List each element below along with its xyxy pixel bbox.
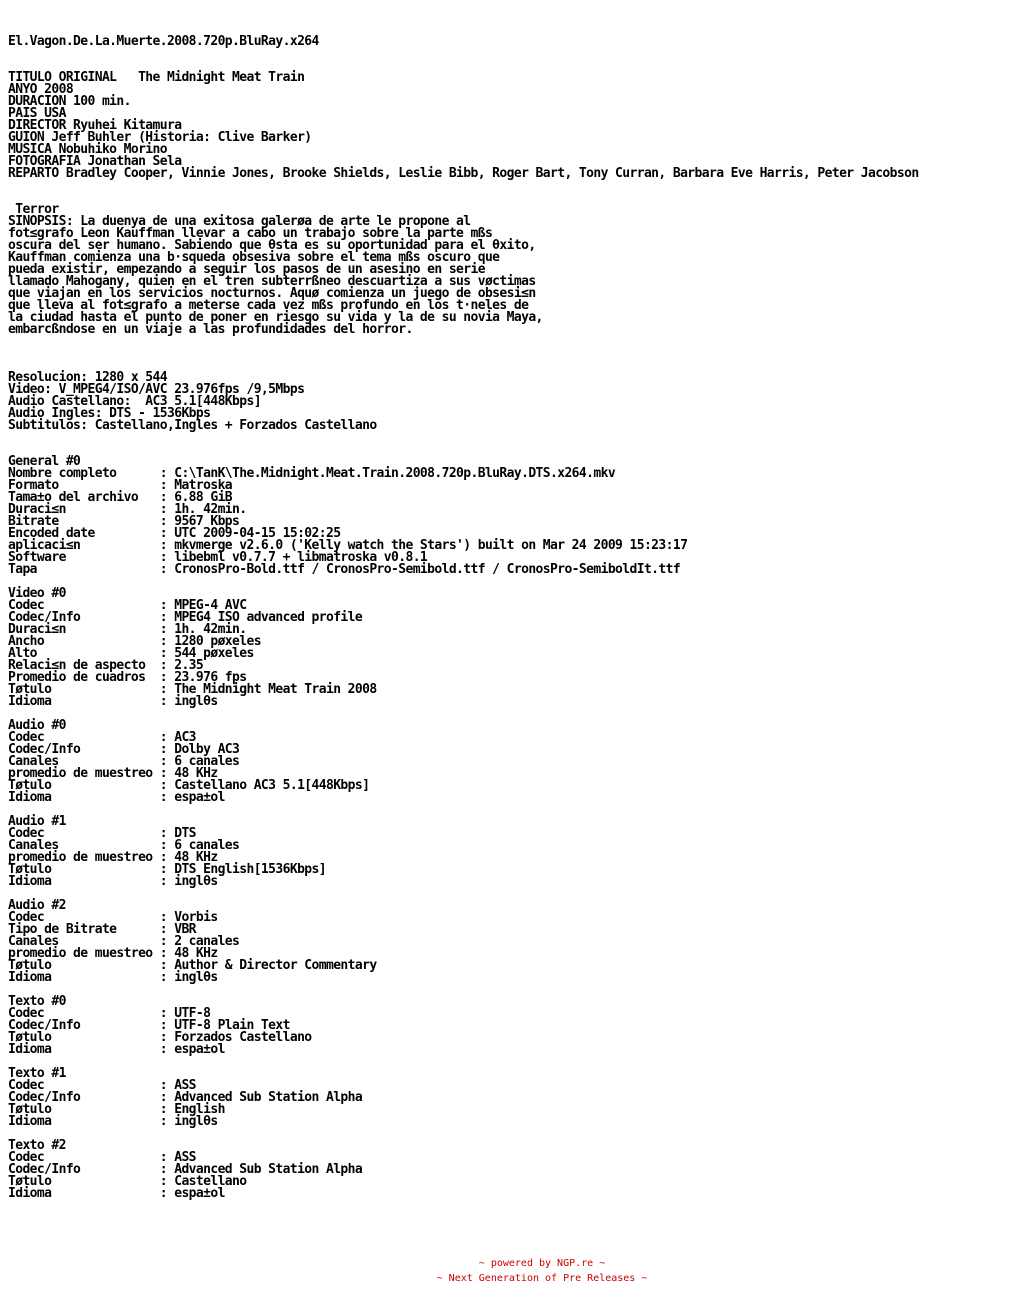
nfo-line: Texto #2 xyxy=(8,1138,66,1153)
nfo-line: MUSICA Nobuhiko Morino xyxy=(8,142,167,157)
nfo-line: Resolucion: 1280 x 544 xyxy=(8,370,167,385)
nfo-line: Audio Castellano: AC3 5.1[448Kbps] xyxy=(8,394,261,409)
nfo-line: Bitrate : 9567 Kbps xyxy=(8,514,240,529)
nfo-line: Alto : 544 pøxeles xyxy=(8,646,254,661)
nfo-line: Codec/Info : Advanced Sub Station Alpha xyxy=(8,1162,363,1177)
nfo-line: General #0 xyxy=(8,454,81,469)
nfo-line: SINOPSIS: La duenya de una exitosa galerøa de arte le propone al xyxy=(8,214,471,229)
nfo-line: Subtitulos: Castellano,Ingles + Forzados Castellano xyxy=(8,418,377,433)
nfo-line: Codec/Info : Dolby AC3 xyxy=(8,742,240,757)
nfo-line xyxy=(8,576,919,588)
nfo-line: Texto #1 xyxy=(8,1066,66,1081)
nfo-line: Codec : AC3 xyxy=(8,730,196,745)
nfo-line: Codec/Info : MPEG4 ISO advanced profile xyxy=(8,610,363,625)
nfo-line: PAIS USA xyxy=(8,106,66,121)
nfo-line xyxy=(8,180,919,192)
nfo-line: Tøtulo : Castellano AC3 5.1[448Kbps] xyxy=(8,778,370,793)
footer xyxy=(0,1256,1024,1286)
nfo-line: que lleva al fot≤grafo a meterse cada vez mßs profundo en los t·neles de xyxy=(8,298,529,313)
nfo-line: Tama±o del archivo : 6.88 GiB xyxy=(8,490,233,505)
nfo-line: Duraci≤n : 1h. 42min. xyxy=(8,622,247,637)
footer-powered-by: ~ powered by NGP.re ~ xyxy=(478,1258,606,1269)
nfo-line xyxy=(8,708,919,720)
nfo-line: Audio #1 xyxy=(8,814,66,829)
nfo-line: Tøtulo : The Midnight Meat Train 2008 xyxy=(8,682,377,697)
nfo-line: Idioma : inglθs xyxy=(8,694,218,709)
nfo-line: Ancho : 1280 pøxeles xyxy=(8,634,261,649)
nfo-line: aplicaci≤n : mkvmerge v2.6.0 ('Kelly watch the Stars') built on Mar 24 2009 15:23:17 xyxy=(8,538,688,553)
nfo-line xyxy=(8,888,919,900)
nfo-line: Software : libebml v0.7.7 + libmatroska v0.8.1 xyxy=(8,550,428,565)
nfo-line: llamado Mahogany, quien en el tren subterrßneo descuartiza a sus vøctimas xyxy=(8,274,536,289)
nfo-line: Codec/Info : UTF-8 Plain Text xyxy=(8,1018,290,1033)
nfo-line: Kauffman comienza una b·squeda obsesiva sobre el tema mßs oscuro que xyxy=(8,250,500,265)
nfo-line: Codec : UTF-8 xyxy=(8,1006,211,1021)
nfo-line: Tøtulo : Castellano xyxy=(8,1174,247,1189)
nfo-line: Idioma : inglθs xyxy=(8,874,218,889)
nfo-line: DIRECTOR Ryuhei Kitamura xyxy=(8,118,182,133)
nfo-line xyxy=(8,984,919,996)
nfo-line: Video: V_MPEG4/ISO/AVC 23.976fps /9,5Mbps xyxy=(8,382,305,397)
nfo-line: promedio de muestreo : 48 KHz xyxy=(8,850,218,865)
nfo-line: oscura del ser humano. Sabiendo que θsta es su oportunidad para el θxito, xyxy=(8,238,536,253)
nfo-line xyxy=(8,1056,919,1068)
nfo-line: Duraci≤n : 1h. 42min. xyxy=(8,502,247,517)
nfo-line: pueda existir, empezando a seguir los pasos de un asesino en serie xyxy=(8,262,485,277)
nfo-line: TITULO ORIGINAL The Midnight Meat Train xyxy=(8,70,305,85)
nfo-line: Idioma : espa±ol xyxy=(8,1186,225,1201)
nfo-line xyxy=(8,192,919,204)
nfo-line: que viajan en los servicios nocturnos. Aquø comienza un juego de obsesi≤n xyxy=(8,286,536,301)
nfo-line: Texto #0 xyxy=(8,994,66,1009)
nfo-line: El.Vagon.De.La.Muerte.2008.720p.BluRay.x264 xyxy=(8,34,319,49)
nfo-line: ANYO 2008 xyxy=(8,82,74,97)
nfo-line: Idioma : inglθs xyxy=(8,970,218,985)
nfo-line: Idioma : espa±ol xyxy=(8,1042,225,1057)
nfo-line: FOTOGRAFIA Jonathan Sela xyxy=(8,154,182,169)
nfo-line: Tøtulo : DTS English[1536Kbps] xyxy=(8,862,326,877)
nfo-line: Video #0 xyxy=(8,586,66,601)
nfo-line: Canales : 6 canales xyxy=(8,838,240,853)
nfo-line: Codec : Vorbis xyxy=(8,910,218,925)
nfo-line: Terror xyxy=(8,202,59,217)
footer-tagline: ~ Next Generation of Pre Releases ~ xyxy=(436,1273,648,1284)
nfo-line: Audio #0 xyxy=(8,718,66,733)
nfo-line xyxy=(8,444,919,456)
nfo-line: Codec : ASS xyxy=(8,1078,196,1093)
nfo-line: Audio #2 xyxy=(8,898,66,913)
nfo-line: Codec/Info : Advanced Sub Station Alpha xyxy=(8,1090,363,1105)
nfo-line xyxy=(8,804,919,816)
nfo-line: la ciudad hasta el punto de poner en riesgo su vida y la de su novia Maya, xyxy=(8,310,543,325)
nfo-line: Codec : ASS xyxy=(8,1150,196,1165)
nfo-line: Nombre completo : C:\TanK\The.Midnight.Meat.Train.2008.720p.BluRay.DTS.x264.mkv xyxy=(8,466,616,481)
nfo-line: Tapa : CronosPro-Bold.ttf / CronosPro-Semibold.ttf / CronosPro-SemiboldIt.ttf xyxy=(8,562,681,577)
nfo-line: REPARTO Bradley Cooper, Vinnie Jones, Brooke Shields, Leslie Bibb, Roger Bart, Tony Curran, Barbara Eve Harris, Peter Jacobson xyxy=(8,166,919,181)
nfo-line: Audio Ingles: DTS - 1536Kbps xyxy=(8,406,211,421)
nfo-line: DURACION 100 min. xyxy=(8,94,131,109)
nfo-line xyxy=(8,348,919,360)
nfo-line: Tipo de Bitrate : VBR xyxy=(8,922,196,937)
nfo-line: Tøtulo : Forzados Castellano xyxy=(8,1030,312,1045)
nfo-line: Formato : Matroska xyxy=(8,478,233,493)
nfo-line: Encoded date : UTC 2009-04-15 15:02:25 xyxy=(8,526,341,541)
nfo-line: Codec : MPEG-4 AVC xyxy=(8,598,247,613)
nfo-line xyxy=(8,1128,919,1140)
nfo-line: Canales : 2 canales xyxy=(8,934,240,949)
nfo-line: Promedio de cuadros : 23.976 fps xyxy=(8,670,247,685)
nfo-line: Tøtulo : Author & Director Commentary xyxy=(8,958,377,973)
nfo-line: promedio de muestreo : 48 KHz xyxy=(8,766,218,781)
nfo-line xyxy=(8,336,919,348)
nfo-line: Canales : 6 canales xyxy=(8,754,240,769)
nfo-line: embarcßndose en un viaje a las profundidades del horror. xyxy=(8,322,413,337)
nfo-line xyxy=(8,48,919,60)
nfo-line: Idioma : espa±ol xyxy=(8,790,225,805)
nfo-line: promedio de muestreo : 48 KHz xyxy=(8,946,218,961)
nfo-text-block xyxy=(8,36,919,1200)
nfo-line: GUION Jeff Buhler (Historia: Clive Barker) xyxy=(8,130,312,145)
nfo-line: Codec : DTS xyxy=(8,826,196,841)
nfo-line: Idioma : inglθs xyxy=(8,1114,218,1129)
nfo-line xyxy=(8,432,919,444)
nfo-line: Tøtulo : English xyxy=(8,1102,225,1117)
nfo-line: Relaci≤n de aspecto : 2.35 xyxy=(8,658,204,673)
nfo-line: fot≤grafo Leon Kauffman llevar a cabo un trabajo sobre la parte mßs xyxy=(8,226,493,241)
